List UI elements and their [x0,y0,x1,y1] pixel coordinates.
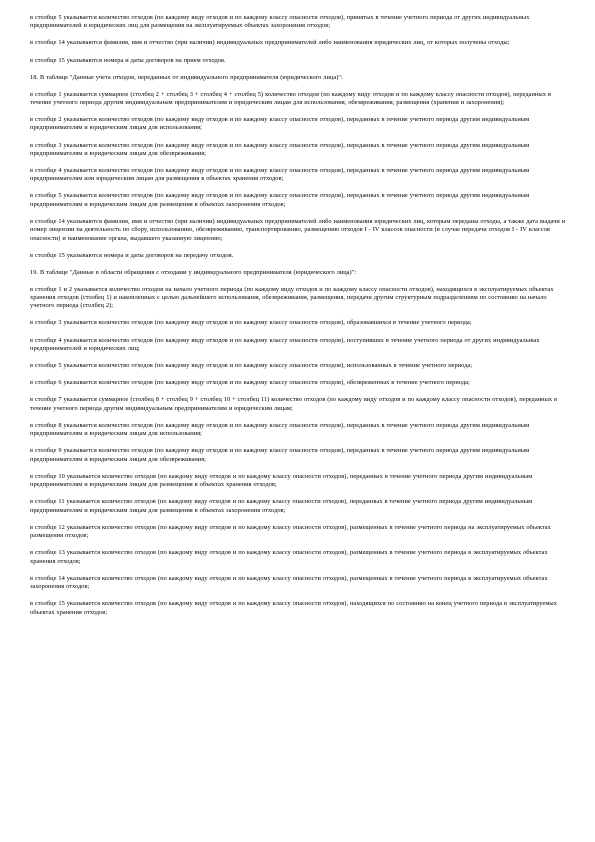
paragraph-column-14-senders: в столбце 14 указываются фамилия, имя и отчество (при наличии) индивидуальных предпринимателей либо наименования юридических лиц, от которых получены отходы; [30,39,510,47]
paragraph-19-column-8: в столбце 8 указывается количество отходов (по каждому виду отходов и по каждому классу опасности отходов), переданных в течение учетного периода другим индивидуальным предпринимателям и юридическим лицам для использования; [30,421,530,438]
paragraph-19-column-13: в столбце 13 указывается количество отходов (по каждому виду отходов и по каждому классу опасности отходов), размещенных в течение учетного периода в эксплуатируемых объектах хранения отходов; [30,549,548,565]
paragraph-19-column-12: в столбце 12 указывается количество отходов (по каждому виду отходов и по каждому классу опасности отходов), размещенных в течение учетного периода на эксплуатируемых объектах размещения отходов; [30,523,551,540]
paragraph-19-column-15: в столбце 15 указывается количество отходов (по каждому виду отходов и по каждому классу опасности отходов), находящихся по состоянию на конец учетного периода в эксплуатируемых объектах хранения отходов; [30,600,557,616]
paragraph-18-column-1: в столбце 1 указывается суммарное (столбец 2 + столбец 3 + столбец 4 + столбец 5) количество отходов (по каждому виду отходов и по каждому классу опасности отходов), переданных в течение учетного периода другим индивидуальным предпринимателям и юридическим лицам для использования, обезвреживания, размещения (хранения и захоронения); [30,90,551,106]
paragraph-column-5-received: в столбце 5 указывается количество отходов (по каждому виду отходов и по каждому классу опасности отходов), принятых в течение учетного периода от других индивидуальных предпринимателей и юридических лиц для размещения на эксплуатируемых объектах захоронения отходов; [30,14,530,30]
paragraph-18-column-5: в столбце 5 указывается количество отходов (по каждому виду отходов и по каждому классу опасности отходов), переданных в течение учетного периода другим индивидуальным предпринимателям и юридическим лицам для размещения в объектах захоронения отходов; [30,192,530,208]
paragraph-18-column-4: в столбце 4 указывается количество отходов (по каждому виду отходов и по каждому классу опасности отходов), переданных в течение учетного периода другим индивидуальным предпринимателям или юридическим лицам для размещения в объектах хранения отходов; [30,167,530,183]
paragraph-19-column-11: в столбце 11 указывается количество отходов (по каждому виду отходов и по каждому классу опасности отходов), переданных в течение учетного периода другим индивидуальным предпринимателям и юридическим лицам для размещения в объектах захоронения отходов; [30,498,533,514]
paragraph-18-column-14: в столбце 14 указываются фамилия, имя и отчество (при наличии) индивидуальных предпринимателей либо наименования юридических лиц, которым переданы отходы, а также дата выдачи и номер лицензии на деятельность по сбору, использованию, обезвреживанию, транспортированию, размещению отходов I - IV классов опасности (в случае передачи отходов I - IV классов опасности) и наименование органа, выдавшего указанную лицензию; [30,217,566,242]
paragraph-18-column-15: в столбце 15 указываются номера и даты договоров на передачу отходов. [30,251,234,259]
paragraph-18-column-3: в столбце 3 указывается количество отходов (по каждому виду отходов и по каждому классу опасности отходов), переданных в течение учетного периода другим индивидуальным предпринимателям и юридическим лицам для обезвреживания; [30,141,530,157]
paragraph-19-column-6: в столбце 6 указывается количество отходов (по каждому виду отходов и по каждому классу опасности отходов), обезвреженных в течение учетного периода; [30,379,470,387]
paragraph-18-column-2: в столбце 2 указывается количество отходов (по каждому виду отходов и по каждому классу опасности отходов), переданных в течение учетного периода другим индивидуальным предпринимателям и юридическим лицам для использования; [30,116,530,132]
paragraph-19-column-14: в столбце 14 указывается количество отходов (по каждому виду отходов и по каждому классу опасности отходов), размещенных в течение учетного периода в эксплуатируемых объектах захоронения отходов; [30,574,548,591]
paragraph-19-column-9: в столбце 9 указывается количество отходов (по каждому виду отходов и по каждому классу опасности отходов), переданных в течение учетного периода другим индивидуальным предпринимателям и юридическим лицам для обезвреживания; [30,447,530,463]
paragraph-19-column-7: в столбце 7 указывается суммарное (столбец 8 + столбец 9 + столбец 10 + столбец 11) количество отходов (по каждому виду отходов и по каждому классу опасности отходов), переданных в течение учетного периода другим индивидуальным предпринимателям и юридическим лицам; [30,396,558,412]
section-18-heading: 18. В таблице "Данные учета отходов, переданных от индивидуального предпринимателя (юридического лица)": [30,73,343,81]
paragraph-19-column-4: в столбце 4 указывается количество отходов (по каждому виду отходов и по каждому классу опасности отходов), поступивших в течение учетного периода от других индивидуальных предпринимателей и юридических лиц; [30,336,540,352]
paragraph-19-column-5: в столбце 5 указывается количество отходов (по каждому виду отходов и по каждому классу опасности отходов), использованных в течение учетного периода; [30,362,473,370]
document-page [30,14,570,626]
paragraph-19-column-3: в столбце 3 указывается количество отходов (по каждому виду отходов и по каждому классу опасности отходов), образовавшихся в течение учетного периода; [30,319,472,327]
paragraph-19-columns-1-2: в столбце 1 и 2 указывается количество отходов на начало учетного периода (по каждому виду отходов и по каждому классу опасности отходов), находящихся в эксплуатируемых объектах хранения отходов (столбец 1) и накопленных с целью дальнейшего использования, обезвреживания, размещения, передачи другим структурным подразделениям по состоянию на начало учетного периода (столбец 2); [30,285,554,310]
paragraph-19-column-10: в столбце 10 указывается количество отходов (по каждому виду отходов и по каждому классу опасности отходов), переданных в течение учетного периода другим индивидуальным предпринимателям и юридическим лицам для размещения в объектах хранения отходов; [30,472,533,489]
paragraph-column-15-contracts: в столбце 15 указываются номера и даты договоров на прием отходов. [30,56,226,64]
section-19-heading: 19. В таблице "Данные в области обращения с отходами у индивидуального предпринимателя (юридического лица)": [30,268,357,276]
